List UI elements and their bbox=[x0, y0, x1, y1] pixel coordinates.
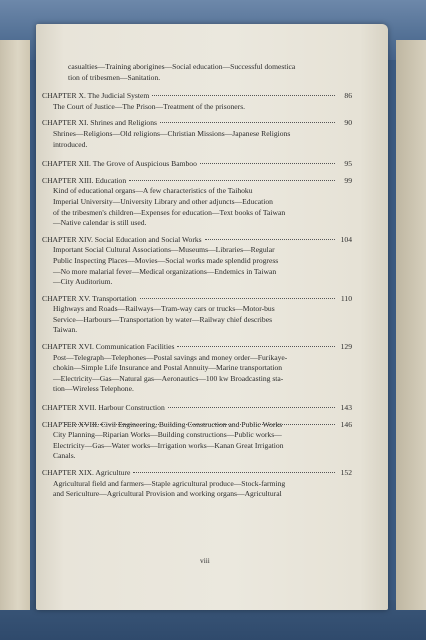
page-number: 86 bbox=[344, 91, 352, 101]
page-number: 99 bbox=[344, 175, 352, 185]
topic-line: Public Inspecting Places—Movies—Social works made splendid progress bbox=[53, 255, 279, 265]
chapter-heading: CHAPTER XIV. Social Education and Social Works bbox=[42, 234, 202, 244]
chapter-entry bbox=[42, 235, 352, 288]
topic-line: Important Social Cultural Associations—Museums—Libraries—Regular bbox=[53, 245, 275, 255]
opening-text bbox=[68, 62, 352, 83]
topic-line: Electricity—Gas—Water works—Irrigation works—Kanan Great Irrigation bbox=[53, 440, 284, 450]
topic-line: tion—Wireless Telephone. bbox=[53, 384, 134, 394]
topic-line: of the tribesmen's children—Expenses for education—Text books of Taiwan bbox=[53, 207, 286, 217]
topic-line: Service—Harbours—Transportation by water—Railway chief describes bbox=[53, 314, 273, 324]
chapter-topics bbox=[53, 304, 352, 336]
chapter-heading: CHAPTER XV. Transportation bbox=[42, 293, 137, 303]
chapter-topics bbox=[53, 186, 352, 228]
dot-leader bbox=[140, 298, 335, 299]
dot-leader bbox=[168, 407, 335, 408]
dot-leader bbox=[65, 424, 335, 425]
chapter-heading: CHAPTER XII. The Grove of Auspicious Bamboo bbox=[42, 159, 197, 169]
page-number: 110 bbox=[340, 293, 352, 303]
chapter-entry bbox=[42, 159, 352, 170]
chapter-heading: CHAPTER XIII. Education bbox=[42, 175, 127, 185]
chapter-entry bbox=[42, 176, 352, 229]
table-of-contents bbox=[42, 62, 352, 500]
topic-line: The Court of Justice—The Prison—Treatment of the prisoners. bbox=[53, 101, 246, 111]
topic-line: chokin—Simple Life Insurance and Postal Annuity—Marine transportation bbox=[53, 363, 283, 373]
dot-leader bbox=[205, 239, 335, 240]
dot-leader bbox=[160, 122, 335, 123]
opening-line: tion of tribesmen—Sanitation. bbox=[68, 72, 161, 82]
topic-line: Imperial University—University Library and other adjuncts—Education bbox=[53, 196, 273, 206]
topic-line: Post—Telegraph—Telephones—Postal savings and money order—Furikaye- bbox=[53, 352, 288, 362]
topic-line: Canals. bbox=[53, 451, 76, 461]
topic-line: and Sericulture—Agricultural Provision and working organs—Agricultural bbox=[53, 489, 282, 499]
page-number: 152 bbox=[340, 468, 352, 477]
chapter-heading: CHAPTER XVIII. Civil Engineering, Building Construction and Public Works bbox=[42, 419, 283, 429]
chapter-topics bbox=[53, 479, 352, 500]
page-number: 90 bbox=[344, 118, 352, 128]
chapter-entry bbox=[42, 91, 352, 112]
chapter-heading: CHAPTER XVI. Communication Facilities bbox=[42, 342, 175, 352]
topic-line: Agricultural field and farmers—Staple agricultural produce—Stock-farming bbox=[53, 478, 286, 488]
dot-leader bbox=[200, 163, 335, 164]
page-number: 95 bbox=[344, 159, 352, 169]
right-page-edge bbox=[396, 40, 426, 610]
chapter-topics bbox=[53, 430, 352, 462]
chapter-entry bbox=[42, 294, 352, 336]
chapter-topics bbox=[53, 102, 352, 113]
chapter-heading: CHAPTER XIX. Agriculture bbox=[42, 468, 131, 477]
chapter-entry bbox=[42, 468, 352, 500]
topic-line: Kind of educational organs—A few characteristics of the Taihoku bbox=[53, 186, 253, 196]
topic-line: Shrines—Religions—Old religions—Christian Missions—Japanese Religions bbox=[53, 128, 291, 138]
left-page-edge bbox=[0, 40, 30, 610]
chapter-heading: CHAPTER X. The Judicial System bbox=[42, 91, 150, 101]
chapter-heading: CHAPTER XVII. Harbour Construction bbox=[42, 403, 165, 413]
page-number: 104 bbox=[340, 234, 352, 244]
chapter-topics bbox=[53, 129, 352, 150]
page-number: 143 bbox=[340, 403, 352, 413]
chapter-topics bbox=[53, 353, 352, 395]
topic-line: —City Auditorium. bbox=[53, 277, 113, 287]
chapter-entry bbox=[42, 342, 352, 395]
dot-leader bbox=[129, 180, 335, 181]
chapter-entry bbox=[42, 118, 352, 150]
dot-leader bbox=[152, 95, 335, 96]
opening-line: casualties—Training aborigines—Social education—Successful domestica bbox=[68, 62, 296, 71]
topic-line: City Planning—Riparian Works—Building constructions—Public works— bbox=[53, 430, 282, 440]
dot-leader bbox=[133, 472, 335, 473]
topic-line: Highways and Roads—Railways—Tram-way cars or trucks—Motor-bus bbox=[53, 304, 275, 314]
chapter-topics bbox=[53, 245, 352, 287]
topic-line: —No more malarial fever—Medical organizations—Endemics in Taiwan bbox=[53, 266, 277, 276]
chapter-entry bbox=[42, 403, 352, 414]
topic-line: —Electricity—Gas—Natural gas—Aeronautics—100 kw Broadcasting sta- bbox=[53, 373, 284, 383]
topic-line: —Native calendar is still used. bbox=[53, 218, 147, 228]
folio-page-number: viii bbox=[200, 556, 210, 565]
page-number: 129 bbox=[340, 342, 352, 352]
chapter-entry bbox=[42, 420, 352, 462]
topic-line: introduced. bbox=[53, 139, 88, 149]
page-number: 146 bbox=[340, 419, 352, 429]
dot-leader bbox=[177, 346, 335, 347]
topic-line: Taiwan. bbox=[53, 325, 78, 335]
chapter-heading: CHAPTER XI. Shrines and Religions bbox=[42, 118, 157, 128]
